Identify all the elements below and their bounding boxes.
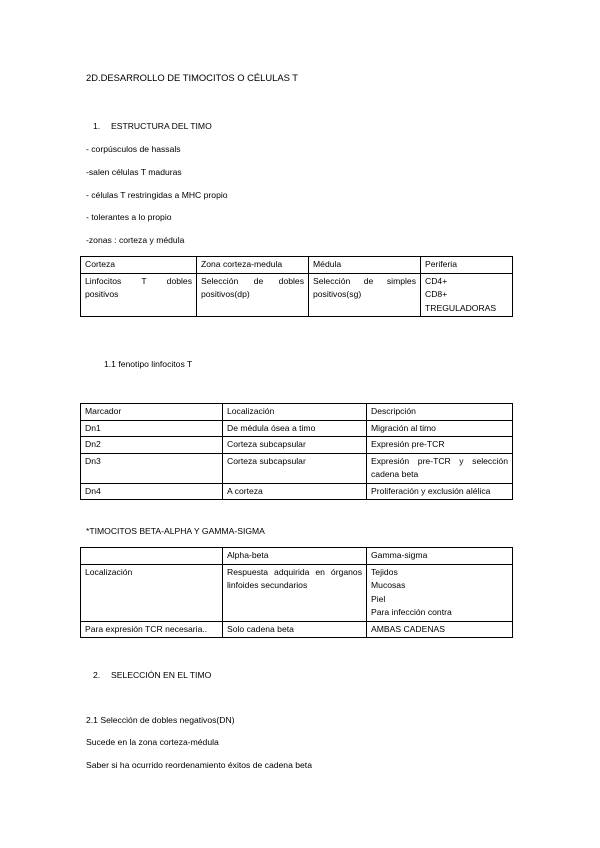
table-cell: Expresión pre-TCR y selección cadena beta [367, 453, 513, 483]
body-line: Saber si ha ocurrido reordenamiento éxitos de cadena beta [86, 760, 312, 770]
table-cell: Migración al timo [367, 420, 513, 437]
section-2-heading: SELECCIÓN EN EL TIMO [111, 670, 212, 680]
bullet-item: -salen células T maduras [86, 167, 182, 177]
table-header-cell: Localización [223, 404, 367, 421]
table-cell: Localización [81, 564, 223, 621]
table-header-cell: Alpha-beta [223, 548, 367, 565]
table-header-cell: Descripción [367, 404, 513, 421]
table-cell: Solo cadena beta [223, 621, 367, 638]
cell-line: CD8+ [425, 289, 448, 299]
markers-table [80, 403, 513, 500]
table-row [81, 564, 513, 621]
table-row [81, 273, 513, 317]
table-header-cell [81, 548, 223, 565]
table-cell: Dn4 [81, 483, 223, 500]
zones-table [80, 256, 513, 317]
table-header-cell: Gamma-sigma [367, 548, 513, 565]
table-cell [367, 621, 513, 638]
table-cell: Dn2 [81, 437, 223, 454]
cell-line: Para infección contra [371, 607, 452, 617]
table-header-cell: Médula [309, 257, 421, 274]
table-cell: Corteza subcapsular [223, 453, 367, 483]
table-cell: Respuesta adquirida en órganos linfoides secundarios [223, 564, 367, 621]
table-cell: Para expresión TCR necesaria.. [81, 621, 223, 638]
timocitos-heading: *TIMOCITOS BETA-ALPHA Y GAMMA-SIGMA [86, 526, 265, 536]
table-row [81, 453, 513, 483]
cell-line: TREGULADORAS [425, 302, 497, 313]
cell-line: CD4+ [425, 275, 448, 286]
bullet-item: - células T restringidas a MHC propio [86, 190, 228, 200]
table-cell: Linfocitos T dobles positivos [81, 273, 197, 317]
table-cell: Selección de dobles positivos(dp) [197, 273, 309, 317]
cell-line: Piel [371, 593, 386, 604]
table-header-cell: Marcador [81, 404, 223, 421]
section-2-number: 2. [93, 670, 101, 680]
table-row [81, 420, 513, 437]
table-cell: Expresión pre-TCR [367, 437, 513, 454]
table-header-row [81, 257, 513, 274]
table-cell: Corteza subcapsular [223, 437, 367, 454]
section-1-number: 1. [93, 121, 101, 131]
table-cell: De médula ósea a timo [223, 420, 367, 437]
table-cell [421, 273, 513, 317]
section-1-heading: ESTRUCTURA DEL TIMO [111, 121, 212, 131]
cell-line: AMBAS CADENAS [371, 623, 446, 634]
table-cell: Dn3 [81, 453, 223, 483]
table-header-row [81, 548, 513, 565]
table-cell: A corteza [223, 483, 367, 500]
table-cell: Selección de simples positivos(sg) [309, 273, 421, 317]
table-row [81, 621, 513, 638]
table-row [81, 483, 513, 500]
cell-line: Tejidos [371, 566, 398, 577]
subsection-2-1-heading: 2.1 Selección de dobles negativos(DN) [86, 715, 235, 725]
document-title: 2D.DESARROLLO DE TIMOCITOS O CÉLULAS T [86, 72, 299, 83]
table-header-cell: Zona corteza-medula [197, 257, 309, 274]
table-cell: Proliferación y exclusión alélica [367, 483, 513, 500]
table-cell [367, 564, 513, 621]
subsection-1-1-heading: 1.1 fenotipo linfocitos T [104, 359, 193, 369]
bullet-item: - tolerantes a lo propio [86, 212, 172, 222]
table-header-cell: Corteza [81, 257, 197, 274]
body-line: Sucede en la zona corteza-médula [86, 737, 219, 747]
bullet-item: - corpúsculos de hassals [86, 144, 181, 154]
table-row [81, 437, 513, 454]
cell-line: Mucosas [371, 580, 406, 590]
bullet-item: -zonas : corteza y médula [86, 235, 185, 245]
table-cell: Dn1 [81, 420, 223, 437]
table-header-cell: Periferia [421, 257, 513, 274]
timocitos-table [80, 547, 513, 638]
table-header-row [81, 404, 513, 421]
